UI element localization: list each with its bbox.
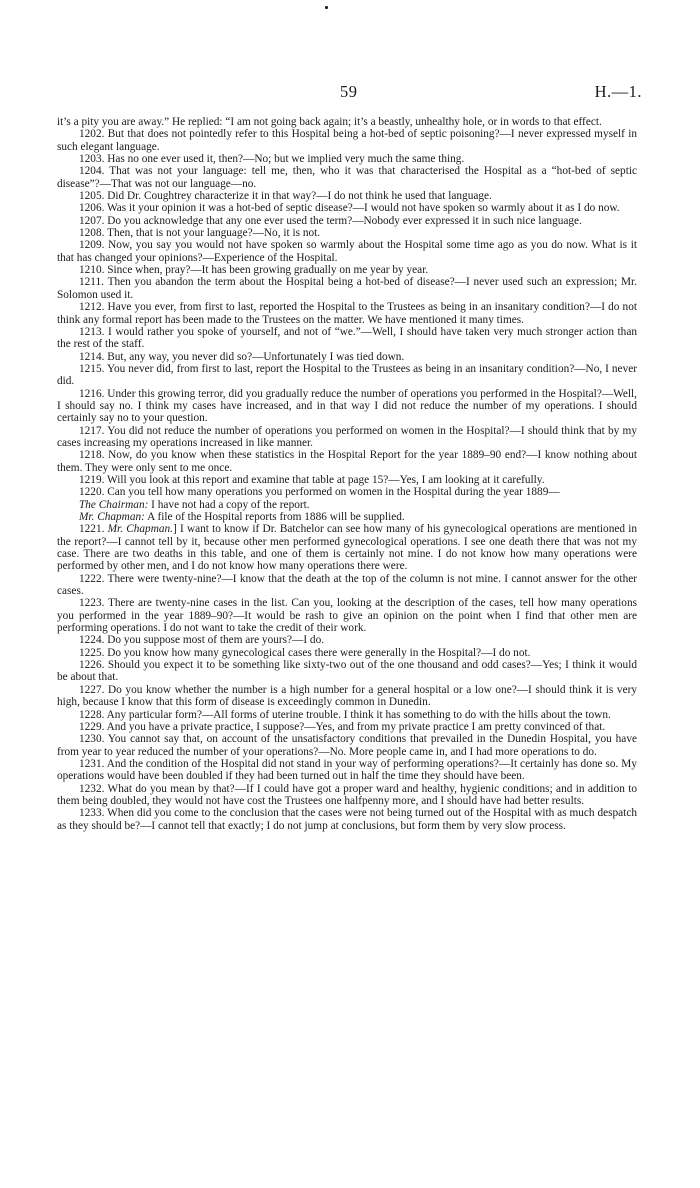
paragraph-text: 1215. You never did, from first to last, report the Hospital to the Trustees as being in an insanitary condition?—No, I never did. — [57, 362, 637, 388]
paragraph-text: 1206. Was it your opinion it was a hot-bed of septic disease?—I would not have spoken so warmly about it as I do now. — [79, 202, 620, 215]
page-header — [0, 82, 700, 104]
paragraph — [57, 449, 637, 474]
speaker-name: The Chairman: — [79, 498, 149, 511]
paragraph — [57, 202, 637, 214]
paragraph — [57, 758, 637, 783]
paragraph — [57, 227, 637, 239]
speaker-name: Mr. Chapman: — [79, 511, 145, 523]
paragraph-text: 1227. Do you know whether the number is a high number for a general hospital or a low one?—I should think it is very high, because I know that this form of disease is exceedingly common in Dunedin. — [57, 683, 637, 709]
paragraph — [57, 597, 637, 634]
paragraph — [57, 573, 637, 598]
paragraph — [57, 363, 637, 388]
speaker-paragraph — [57, 499, 637, 511]
paragraph-text: 1213. I would rather you spoke of yourself, and not of “we.”—Well, I should have taken very much stronger action than the rest of the staff. — [57, 325, 637, 351]
paragraph — [57, 264, 637, 276]
paragraph — [57, 733, 637, 758]
paragraph-text: ] I want to know if Dr. Batchelor can see how many of his gynecological operations are mentioned in the report?—I cannot tell by it, because other men performed gynecological operations. I see one death there that was not my case. There are two deaths in this table, and one of them is certainly not mine. I do not know how many operations were performed by other men, and I do not know how many operations there were. — [57, 523, 638, 573]
paragraph-text: 1203. Has no one ever used it, then?—No; but we implied very much the same thing. — [79, 153, 465, 166]
paragraph — [57, 388, 637, 425]
paragraph-text: 1219. Will you look at this report and examine that table at page 15?—Yes, I am looking at it carefully. — [79, 473, 545, 486]
paragraph — [57, 709, 637, 721]
paragraph-text: 1211. Then you abandon the term about the Hospital being a hot-bed of disease?—I never used such an expression; Mr. Solomon used it. — [57, 276, 637, 301]
paragraph-text: 1212. Have you ever, from first to last, reported the Hospital to the Trustees as being in an insanitary condition?—I do not think any formal report has been made to the Trustees on the matter. We have mentioned it many times. — [57, 301, 637, 326]
paragraph-text: 1228. Any particular form?—All forms of uterine trouble. I think it has something to do with the hills about the town. — [79, 708, 611, 721]
paragraph — [57, 486, 637, 498]
paragraph — [57, 190, 637, 202]
paragraph-text: 1214. But, any way, you never did so?—Unfortunately I was tied down. — [79, 350, 405, 363]
paragraph — [57, 807, 637, 832]
paragraph-text: 1220. Can you tell how many operations you performed on women in the Hospital during the year 1889— — [79, 486, 560, 499]
paragraph — [57, 634, 637, 646]
paragraph — [57, 783, 637, 808]
paragraph — [57, 116, 637, 128]
paragraph-text: I have not had a copy of the report. — [148, 498, 310, 511]
paragraph-text: 1205. Did Dr. Coughtrey characterize it in that way?—I do not think he used that language. — [79, 190, 492, 203]
paragraph-text: 1226. Should you expect it to be something like sixty-two out of the one thousand and odd cases?—Yes; I think it would be about that. — [57, 659, 637, 684]
paragraph — [57, 215, 637, 227]
speaker-name: Mr. Chapman. — [107, 523, 173, 536]
paragraph-text: 1218. Now, do you know when these statistics in the Hospital Report for the year 1889–90 end?—I know nothing about them. They were only sent to me once. — [57, 449, 637, 474]
paragraph-text: 1224. Do you suppose most of them are yours?—I do. — [79, 634, 325, 647]
paragraph-text: 1204. That was not your language: tell me, then, who it was that characterised the Hospital as a “hot-bed of septic disease”?—That was not our language—no. — [57, 165, 637, 190]
paragraph — [57, 153, 637, 165]
document-reference: H.—1. — [594, 82, 642, 101]
paragraph — [57, 276, 637, 301]
paragraph-text: 1232. What do you mean by that?—If I could have got a proper ward and healthy, hygienic conditions; and in addition to them being doubled, they would not have cost the Trustees one halfpenny more, and I should have had better results. — [57, 782, 637, 807]
paragraph — [57, 721, 637, 733]
paragraph — [57, 684, 637, 709]
paragraph — [57, 474, 637, 486]
paragraph-text: 1231. And the condition of the Hospital did not stand in your way of performing operations?—It certainly has done so. My operations would have been doubled if they had been turned out in half the time they should have been. — [57, 757, 637, 783]
paragraph-text: 1209. Now, you say you would not have spoken so warmly about the Hospital some time ago as you do now. What is it that has changed your opinions?—Experience of the Hospital. — [57, 239, 637, 264]
paragraph — [57, 659, 637, 684]
paragraph-text: 1208. Then, that is not your language?—No, it is not. — [79, 227, 321, 240]
paragraph — [57, 165, 637, 190]
paragraph-text: it’s a pity you are away.” He replied: “I am not going back again; it’s a beastly, unhealthy hole, or in words to that effect. — [57, 116, 602, 128]
paragraph — [57, 351, 637, 363]
paragraph — [57, 523, 637, 572]
paragraph-text: 1207. Do you acknowledge that any one ever used the term?—Nobody ever expressed it in such nice language. — [79, 214, 582, 227]
paragraph-text: 1229. And you have a private practice, I suppose?—Yes, and from my private practice I am pretty convinced of that. — [79, 720, 606, 733]
paragraph-text: 1223. There are twenty-nine cases in the list. Can you, looking at the description of the cases, tell how many operations you performed in the year 1889–90?—It would be rash to give an opinion on the point when I find that other men are performing operations. I do not want to take the credit of their work. — [57, 597, 637, 635]
paragraph — [57, 239, 637, 264]
paragraph — [57, 128, 637, 153]
paragraph-text: 1233. When did you come to the conclusion that the cases were not being turned out of the Hospital with as much despatch as they should be?—I cannot tell that exactly; I do not jump at conclusions, but form them by very slow process. — [57, 807, 637, 832]
testimony-body — [57, 116, 637, 832]
page-number: 59 — [340, 82, 358, 101]
paragraph — [57, 301, 637, 326]
speaker-paragraph — [57, 511, 637, 523]
paragraph-number: 1221. — [79, 523, 108, 536]
paragraph — [57, 425, 637, 450]
print-speck — [325, 6, 328, 9]
paragraph — [57, 326, 637, 351]
paragraph-text: 1202. But that does not pointedly refer to this Hospital being a hot-bed of septic poisoning?—I never expressed myself in such elegant language. — [57, 128, 637, 153]
paragraph-text: 1225. Do you know how many gynecological cases there were generally in the Hospital?—I do not. — [79, 646, 531, 659]
paragraph-text: 1210. Since when, pray?—It has been growing gradually on me year by year. — [79, 264, 429, 277]
paragraph — [57, 647, 637, 659]
paragraph-text: A file of the Hospital reports from 1886 will be supplied. — [144, 511, 405, 523]
paragraph-text: 1217. You did not reduce the number of operations you performed on women in the Hospital?—I should think that by my cases increasing my operations increased in like manner. — [57, 424, 637, 449]
paragraph-text: 1222. There were twenty-nine?—I know that the death at the top of the column is not mine. I cannot answer for the other cases. — [57, 572, 637, 598]
paragraph-text: 1216. Under this growing terror, did you gradually reduce the number of operations you performed in the Hospital?—Well, I should say no. I think my cases have increased, and in that way I did not reduce the number of my operations. I should certainly say no to your question. — [57, 387, 637, 425]
paragraph-text: 1230. You cannot say that, on account of the unsatisfactory conditions that prevailed in the Dunedin Hospital, you have from year to year reduced the number of your operations?—No. More people came in, and I had more operations to do. — [57, 733, 637, 758]
